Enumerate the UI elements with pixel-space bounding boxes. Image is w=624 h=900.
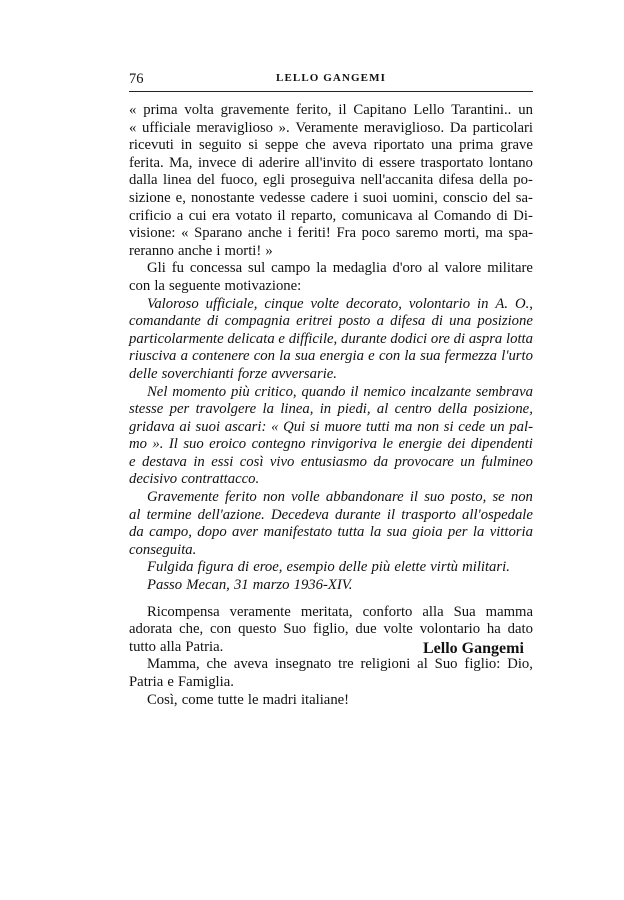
signature: Lello Gangemi bbox=[423, 640, 524, 657]
citation-paragraph bbox=[129, 296, 533, 384]
text-line: crificio a cui era votato il reparto, comunicava al Comando di Di- bbox=[129, 207, 533, 224]
text-line: conseguita. bbox=[129, 541, 197, 558]
text-line: dalla linea del fuoco, egli proseguiva nell'accanita difesa della po- bbox=[129, 172, 533, 189]
header-rule bbox=[129, 91, 533, 92]
text-line: Gravemente ferito non volle abbandonare il suo posto, se non bbox=[147, 489, 533, 506]
paragraph bbox=[129, 656, 533, 691]
paragraph bbox=[129, 260, 533, 295]
text-line: Valoroso ufficiale, cinque volte decorato, volontario in A. O., bbox=[147, 295, 533, 312]
text-line: e destava in essi così vivo entusiasmo da provocare un fulmineo bbox=[129, 453, 533, 470]
text-line: « ufficiale meraviglioso ». Veramente meraviglioso. Da particolari bbox=[129, 119, 533, 136]
text-line: decisivo contrattacco. bbox=[129, 471, 260, 488]
text-line: particolarmente delicata e difficile, durante dodici ore di aspra lotta bbox=[129, 330, 533, 347]
text-line: Patria e Famiglia. bbox=[129, 674, 234, 690]
text-line: riusciva a contenere con la sua energia e con la sua fermezza l'urto bbox=[129, 348, 533, 365]
page-body bbox=[129, 102, 533, 709]
citation-paragraph bbox=[129, 559, 533, 577]
citation-paragraph bbox=[129, 577, 533, 595]
running-title: LELLO GANGEMI bbox=[276, 72, 386, 84]
paragraph-gap bbox=[129, 595, 533, 604]
text-line: visione: « Sparano anche i feriti! Fra poco saremo morti, ma spa- bbox=[129, 225, 533, 242]
text-line: comandante di compagnia eritrei posto a difesa di una posizione bbox=[129, 313, 533, 330]
paragraph bbox=[129, 692, 533, 710]
page-number: 76 bbox=[129, 71, 144, 87]
text-line: tutto alla Patria. bbox=[129, 638, 224, 655]
citation-paragraph bbox=[129, 384, 533, 490]
text-line: con la seguente motivazione: bbox=[129, 277, 302, 294]
text-line: mo ». Il suo eroico contegno rinvigoriva le energie dei dipendenti bbox=[129, 436, 533, 453]
text-line: adorata che, con questo Suo figlio, due volte volontario ha dato bbox=[129, 621, 533, 638]
text-line: ricevuti in seguito si seppe che aveva riportato una prima grave bbox=[129, 137, 533, 154]
text-line: al termine dell'azione. Decedeva durante il trasporto all'ospedale bbox=[129, 506, 533, 523]
text-line: Fulgida figura di eroe, esempio delle più elette virtù militari. bbox=[147, 559, 510, 576]
text-line: Ricompensa veramente meritata, conforto alla Sua mamma bbox=[147, 603, 533, 620]
text-line: reranno anche i morti! » bbox=[129, 242, 273, 259]
text-line: ferita. Ma, invece di aderire all'invito di essere trasportato lontano bbox=[129, 154, 533, 171]
text-line: sizione e, nonostante vedesse cadere i suoi uomini, conscio del sa- bbox=[129, 189, 533, 206]
text-line: « prima volta gravemente ferito, il Capitano Lello Tarantini.. un bbox=[129, 102, 533, 118]
text-line: Nel momento più critico, quando il nemico incalzante sembrava bbox=[147, 383, 533, 400]
text-line: Mamma, che aveva insegnato tre religioni al Suo figlio: Dio, bbox=[147, 656, 533, 673]
text-line: Gli fu concessa sul campo la medaglia d'oro al valore militare bbox=[147, 260, 533, 277]
text-line: delle soverchianti forze avversarie. bbox=[129, 365, 337, 382]
text-line: Passo Mecan, 31 marzo 1936-XIV. bbox=[147, 577, 353, 594]
citation-paragraph bbox=[129, 489, 533, 559]
paragraph bbox=[129, 102, 533, 260]
page-header bbox=[129, 71, 533, 89]
text-line: Così, come tutte le madri italiane! bbox=[147, 691, 350, 708]
text-line: gridava ai suoi ascari: « Qui si muore tutti ma non si cede un pal- bbox=[129, 418, 533, 435]
text-line: stesse per travolgere la linea, in piedi, al centro della posizione, bbox=[129, 401, 533, 418]
text-line: da campo, dopo aver manifestato tutta la sua gioia per la vittoria bbox=[129, 524, 533, 541]
